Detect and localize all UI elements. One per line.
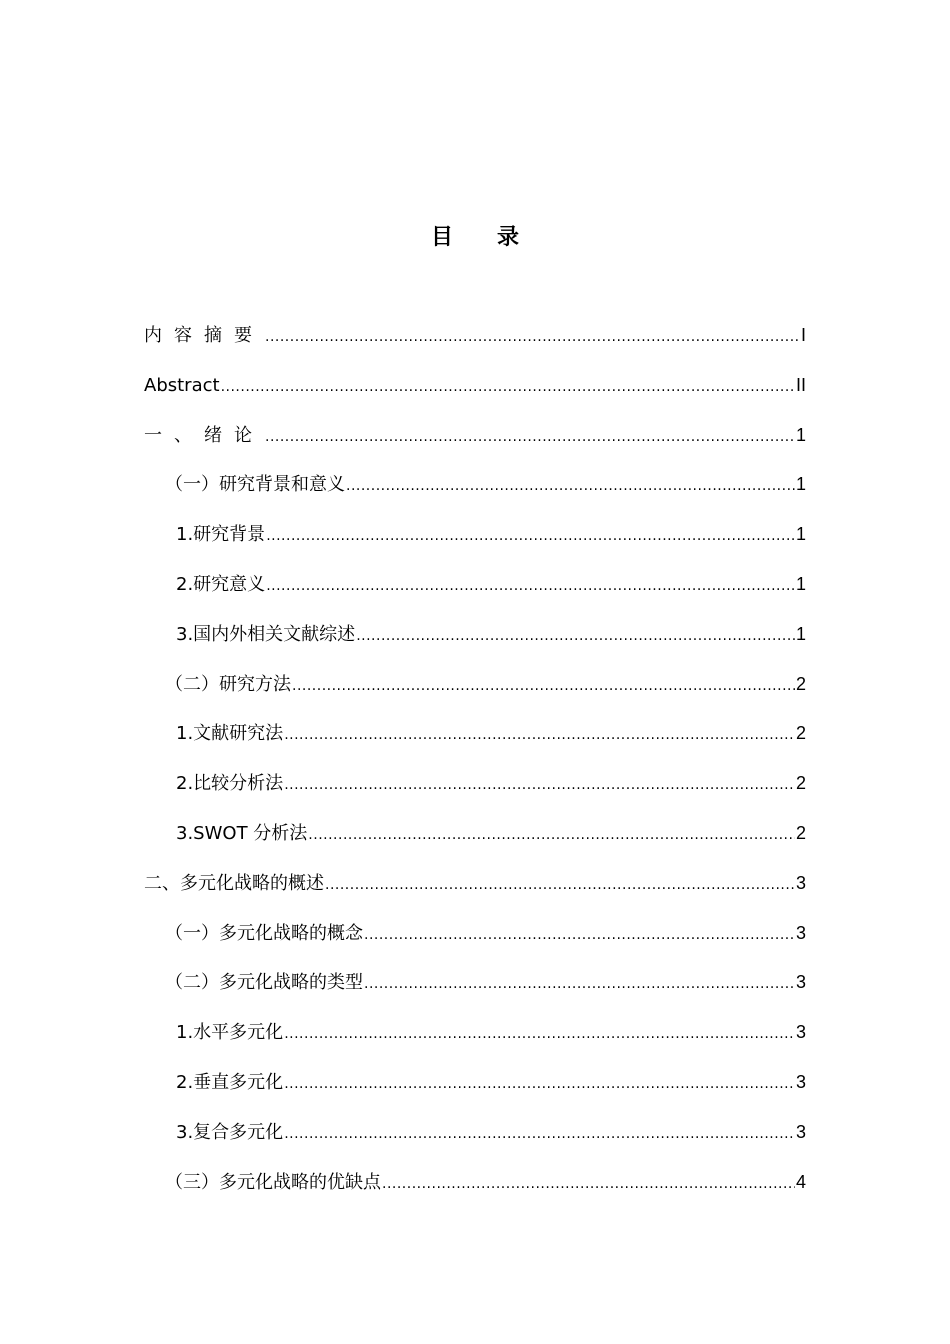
- toc-page-number: 1: [795, 573, 806, 594]
- toc-entry-text: 3.国内外相关文献综述: [176, 623, 356, 645]
- toc-title: 目录: [430, 225, 563, 250]
- toc-leader: [265, 324, 800, 350]
- toc-entry-subsection-1-1-2[interactable]: [0, 571, 950, 621]
- toc-leader: [364, 971, 795, 997]
- toc-page-number: 3: [795, 872, 806, 893]
- toc-entry-text: （二）研究方法: [165, 673, 291, 695]
- toc-page-number: I: [800, 325, 806, 345]
- toc-entry-text: 3.SWOT 分析法: [176, 822, 308, 844]
- toc-entry-subsection-1-1-1[interactable]: [0, 521, 950, 571]
- toc-leader: [356, 623, 795, 649]
- toc-entry-text: （一）研究背景和意义: [165, 474, 345, 496]
- toc-entry-text: 1.水平多元化: [176, 1022, 284, 1044]
- toc-entry-text: 内容摘要: [144, 325, 264, 346]
- toc-entry-chapter-1[interactable]: [0, 422, 950, 472]
- toc-entry-section-1-1[interactable]: [0, 471, 950, 521]
- toc-entry-chapter-2[interactable]: [0, 870, 950, 920]
- toc-entry-text: 一、绪论: [144, 424, 264, 446]
- toc-page-number: 4: [795, 1171, 806, 1192]
- toc-entry-text: 2.比较分析法: [176, 773, 284, 795]
- toc-entry-text: 2.研究意义: [176, 573, 266, 595]
- toc-page-number: 2: [795, 822, 806, 843]
- toc-entry-subsection-1-2-1[interactable]: [0, 720, 950, 770]
- toc-leader: [266, 523, 795, 549]
- toc-page-number: 3: [795, 972, 806, 993]
- toc-entry-text: （三）多元化战略的优缺点: [165, 1171, 381, 1193]
- toc-page-number: 2: [795, 773, 806, 794]
- toc-entry-text: 1.研究背景: [176, 524, 266, 546]
- toc-page-number: II: [795, 374, 806, 395]
- toc-entry-text: 2.垂直多元化: [176, 1071, 284, 1093]
- toc-leader: [284, 1071, 795, 1097]
- toc-leader: [308, 822, 795, 848]
- toc-entry-section-1-2[interactable]: [0, 671, 950, 721]
- toc-entry-subsection-2-2-2[interactable]: [0, 1069, 950, 1119]
- toc-page-number: 1: [795, 474, 806, 495]
- toc-page-number: 1: [795, 524, 806, 545]
- toc-entry-subsection-1-1-3[interactable]: [0, 621, 950, 671]
- toc-entry-subsection-2-2-3[interactable]: [0, 1119, 950, 1169]
- toc-page-number: 2: [795, 673, 806, 694]
- toc-leader: [284, 772, 795, 798]
- toc-leader: [221, 374, 795, 400]
- toc-leader: [364, 922, 795, 948]
- toc-leader: [284, 722, 795, 748]
- toc-page-number: 3: [795, 922, 806, 943]
- toc-entry-section-2-1[interactable]: [0, 920, 950, 970]
- toc-leader: [284, 1021, 795, 1047]
- toc-entry-text: Abstract: [144, 374, 220, 396]
- toc-page-number: 3: [795, 1022, 806, 1043]
- toc-leader: [325, 872, 795, 898]
- toc-entry-text: 1.文献研究法: [176, 723, 284, 745]
- toc-entry-text: 二、多元化战略的概述: [144, 872, 324, 894]
- toc-entry-subsection-2-2-1[interactable]: [0, 1019, 950, 1069]
- toc-entry-text: 3.复合多元化: [176, 1121, 284, 1143]
- toc-entry-abstract-en[interactable]: [0, 372, 950, 422]
- toc-entry-text: （一）多元化战略的概念: [165, 922, 363, 944]
- toc-entry-abstract-cn[interactable]: [0, 322, 950, 372]
- toc-entry-subsection-1-2-3[interactable]: [0, 820, 950, 870]
- toc-entry-text: （二）多元化战略的类型: [165, 972, 363, 994]
- toc-leader: [284, 1121, 795, 1147]
- toc-page-number: 2: [795, 723, 806, 744]
- toc-leader: [265, 424, 795, 450]
- toc-entry-subsection-1-2-2[interactable]: [0, 770, 950, 820]
- toc-page-number: 3: [795, 1071, 806, 1092]
- toc-page-number: 3: [795, 1121, 806, 1142]
- toc-leader: [292, 673, 795, 699]
- toc-entry-section-2-2[interactable]: [0, 969, 950, 1019]
- toc-leader: [266, 573, 795, 599]
- toc-list: [0, 322, 950, 1218]
- toc-page-number: 1: [795, 424, 806, 445]
- toc-entry-section-2-3[interactable]: [0, 1169, 950, 1219]
- toc-leader: [346, 473, 795, 499]
- toc-page-number: 1: [795, 623, 806, 644]
- toc-leader: [382, 1171, 795, 1197]
